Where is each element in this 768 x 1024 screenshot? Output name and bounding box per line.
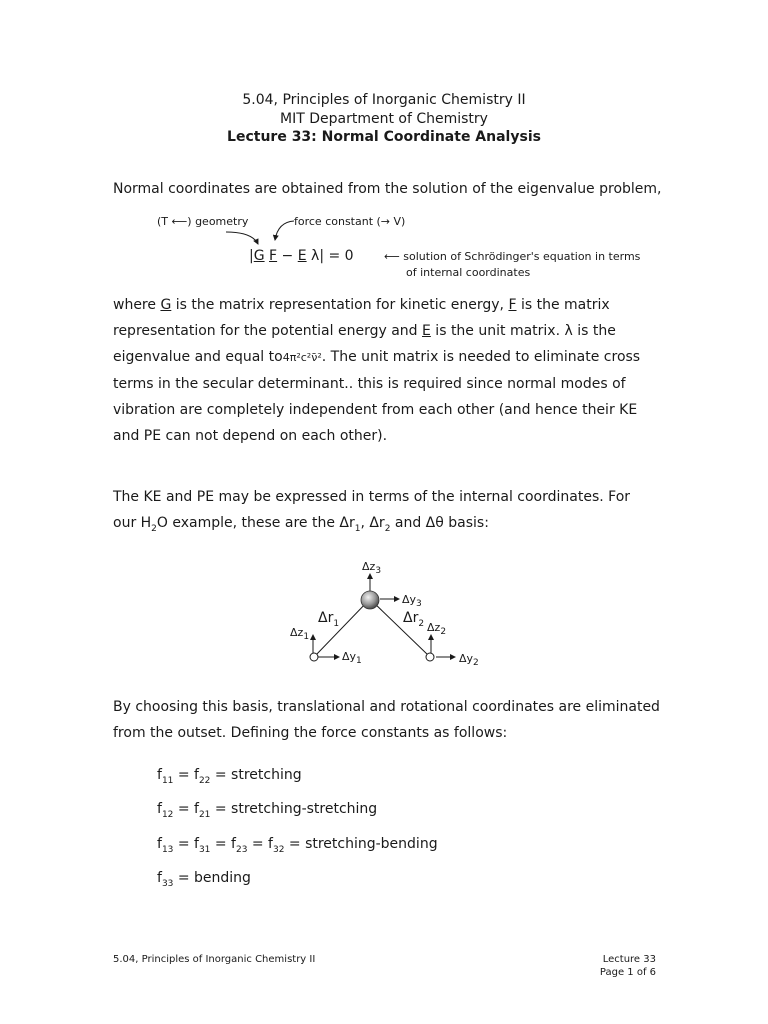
label-dr1: $\Delta r_1$: [318, 610, 340, 629]
secular-equation: |G F − E λ| = 0: [249, 248, 354, 264]
course-title: 5.04, Principles of Inorganic Chemistry II: [242, 92, 526, 108]
label-dy1: $\Delta y_1$: [342, 650, 362, 667]
department: MIT Department of Chemistry: [280, 111, 488, 127]
footer-page-number: Page 1 of 6: [599, 967, 656, 978]
equation-note: ⟵ solution of Schrödinger's equation in terms: [384, 250, 641, 263]
label-dr2: $\Delta r_2$: [403, 610, 425, 629]
hydrogen-atom-1: [310, 653, 318, 661]
force-constant-label: force constant (→ V): [294, 215, 406, 228]
label-dy3: $\Delta y_3$: [402, 593, 422, 610]
force-constant-bending: $f_{33}$ = bending: [157, 870, 251, 889]
intro-paragraph: Normal coordinates are obtained from the solution of the eigenvalue problem,: [113, 181, 662, 197]
footer-course: 5.04, Principles of Inorganic Chemistry II: [113, 954, 316, 965]
force-constant-stretching: $f_{11} = f_{22}$ = stretching: [157, 767, 302, 786]
bond-r1: [315, 600, 369, 656]
footer-lecture: Lecture 33: [602, 954, 656, 965]
oxygen-atom: [361, 591, 379, 609]
geometry-label: (T ⟵) geometry: [157, 215, 249, 228]
hydrogen-atom-2: [426, 653, 434, 661]
label-dz3: $\Delta z_3$: [362, 560, 382, 577]
equation-note-line2: of internal coordinates: [406, 266, 531, 279]
label-dy2: $\Delta y_2$: [459, 652, 479, 669]
force-constant-stretching-bending: $f_{13} = f_{31} = f_{23} = f_{32}$ = stretching-bending: [157, 836, 438, 855]
matrix-description-paragraph: where G is the matrix representation for kinetic energy, F is the matrix representation for the potential energy and E is the unit matrix. λ is the eigenvalue and equal to4π²c²ν̄². The unit matrix is needed to eliminate cross terms in the secular determinant.. this is required since normal modes of vibration are completely independent from each other (and hence their KE and PE can not depend on each other).: [113, 297, 641, 444]
basis-paragraph: By choosing this basis, translational and rotational coordinates are eliminated from the outset. Defining the force constants as follows:: [113, 699, 660, 741]
label-dz2: $\Delta z_2$: [427, 621, 447, 638]
lecture-title: Lecture 33: Normal Coordinate Analysis: [227, 129, 541, 145]
internal-coordinates-paragraph: The KE and PE may be expressed in terms of the internal coordinates. For our $H_2O$ example, these are the $\Delta r_1$, $\Delta r_2$ and Δθ basis:: [113, 489, 631, 534]
label-dz1: $\Delta z_1$: [290, 626, 310, 643]
force-constant-stretching-stretching: $f_{12} = f_{21}$ = stretching-stretching: [157, 801, 378, 820]
